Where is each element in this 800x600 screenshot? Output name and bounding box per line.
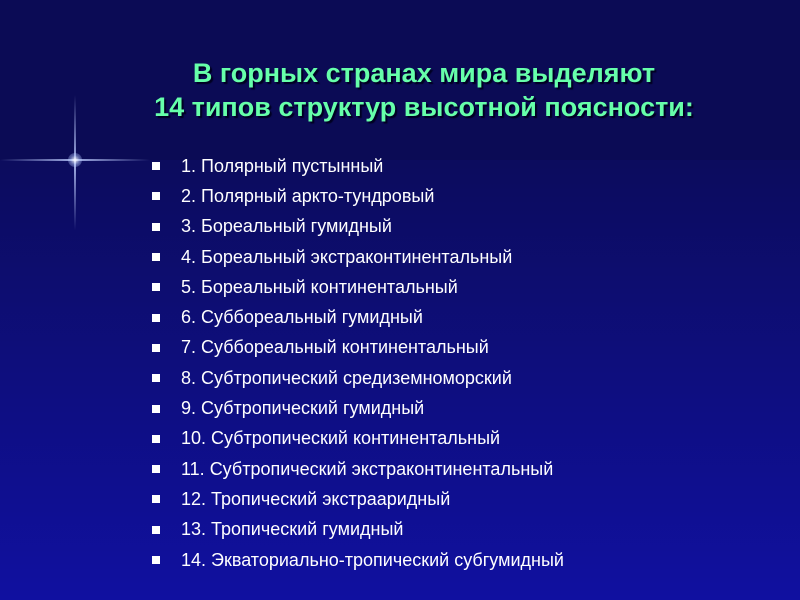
list-item: [152, 333, 564, 363]
list-item-text: 2. Полярный аркто-тундровый: [181, 185, 435, 206]
bullet-icon: [152, 374, 160, 382]
list-item-text: 4. Бореальный экстраконтинентальный: [181, 246, 513, 267]
list-item: [152, 424, 564, 454]
bullet-icon: [152, 192, 160, 200]
list-item-text: 13. Тропический гумидный: [181, 519, 404, 540]
list-item: [152, 363, 564, 393]
bullet-icon: [152, 526, 160, 534]
bullet-icon: [152, 223, 160, 231]
list-item: [152, 454, 564, 484]
list-item-text: 7. Суббореальный континентальный: [181, 337, 489, 358]
list-item: [152, 272, 564, 302]
list-item-text: 1. Полярный пустынный: [181, 155, 384, 176]
list-item: [152, 515, 564, 545]
title-line-2: 14 типов структур высотной поясности:: [154, 92, 694, 122]
types-list: [152, 151, 564, 575]
list-item: [152, 242, 564, 272]
title-line-1: В горных странах мира выделяют: [192, 58, 656, 88]
list-item: [152, 151, 564, 181]
list-item-text: 14. Экваториально-тропический субгумидный: [181, 549, 564, 570]
list-item-text: 6. Суббореальный гумидный: [181, 307, 423, 328]
list-item-text: 8. Субтропический средиземноморский: [181, 367, 512, 388]
bullet-icon: [152, 344, 160, 352]
bullet-icon: [152, 253, 160, 261]
list-item-text: 12. Тропический экстрааридный: [181, 488, 451, 509]
bullet-icon: [152, 162, 160, 170]
list-item: [152, 545, 564, 575]
list-item: [152, 393, 564, 423]
list-item-text: 10. Субтропический континентальный: [181, 428, 501, 449]
bullet-icon: [152, 495, 160, 503]
list-item: [152, 484, 564, 514]
list-item: [152, 181, 564, 211]
list-item-text: 9. Субтропический гумидный: [181, 398, 425, 419]
slide-title: [0, 56, 800, 124]
list-item-text: 5. Бореальный континентальный: [181, 276, 458, 297]
bullet-icon: [152, 405, 160, 413]
list-item-text: 3. Бореальный гумидный: [181, 216, 392, 237]
bullet-icon: [152, 556, 160, 564]
bullet-icon: [152, 283, 160, 291]
list-item: [152, 212, 564, 242]
bullet-icon: [152, 465, 160, 473]
bullet-icon: [152, 435, 160, 443]
bullet-icon: [152, 314, 160, 322]
list-item: [152, 302, 564, 332]
list-item-text: 11. Субтропический экстраконтинентальный: [181, 458, 554, 479]
